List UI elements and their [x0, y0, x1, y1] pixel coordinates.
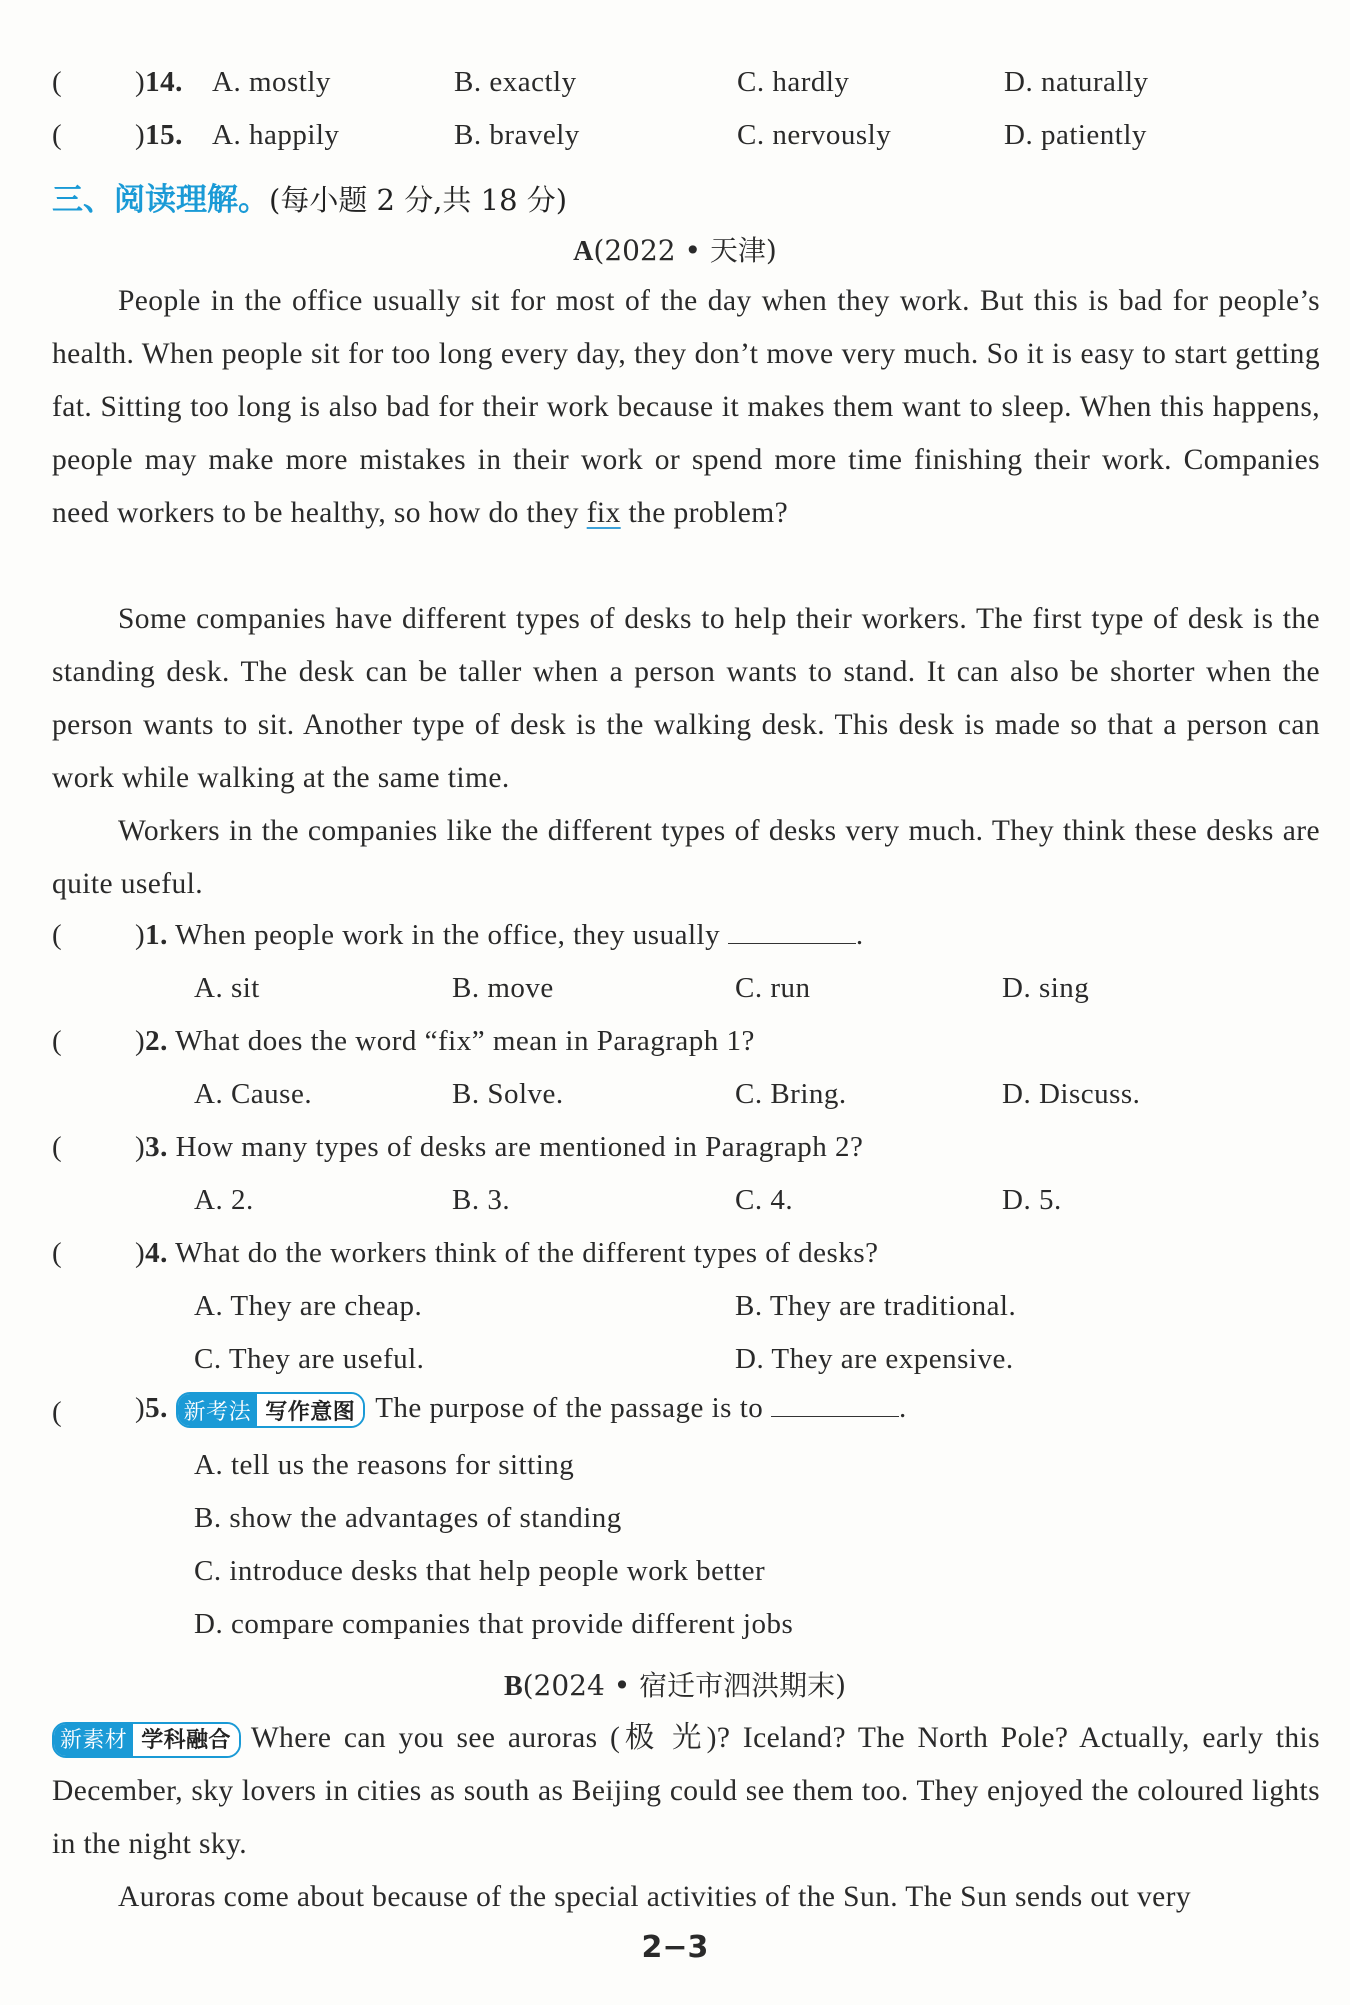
passage-a-paragraph-3: Workers in the companies like the different types of desks very much. They think these desks are quite useful.: [52, 815, 1320, 900]
question-1-option-c[interactable]: C. run: [735, 972, 811, 1004]
paren-open: (: [52, 1237, 63, 1269]
answer-paren-close: ): [135, 66, 146, 98]
question-15-row: [52, 119, 62, 152]
answer-paren-close: ): [135, 919, 146, 951]
section-title: 三、阅读理解。: [52, 182, 269, 218]
paragraph-text: People in the office usually sit for most of the day when they work. But this is bad for people’s health. When people sit for too long every day, they don’t move very much. So it is easy to start getting fat. Sitting too long is also bad for their work because it makes them want to sleep. When this happens, people may make more mistakes in their work or spend more time finishing their work. Companies need workers to be healthy, so how do they: [52, 285, 1320, 529]
answer-paren-close: ): [135, 1392, 146, 1424]
passage-a-paragraph-2: Some companies have different types of desks to help their workers. The first type of desk is the standing desk. The desk can be taller when a person wants to stand. It can also be shorter when the person wants to sit. Another type of desk is the walking desk. This desk is made so that a person can work while walking at the same time.: [52, 603, 1320, 794]
passage-a-source: (2022 • 天津): [593, 234, 777, 267]
question-15-option-c[interactable]: C. nervously: [737, 119, 892, 151]
new-material-badge: [52, 1722, 241, 1758]
answer-paren-close: ): [135, 119, 146, 151]
question-2-option-a[interactable]: A. Cause.: [194, 1078, 313, 1110]
question-number: 3.: [145, 1131, 168, 1163]
question-5-option-a[interactable]: A. tell us the reasons for sitting: [194, 1449, 575, 1481]
question-5-option-b[interactable]: B. show the advantages of standing: [194, 1502, 622, 1534]
question-4-option-c[interactable]: C. They are useful.: [194, 1343, 425, 1375]
question-stem: When people work in the office, they usually: [175, 919, 721, 951]
new-method-badge: [176, 1392, 366, 1428]
passage-b-label: B: [503, 1671, 523, 1702]
passage-a-label: A: [573, 236, 594, 267]
question-number: 2.: [145, 1025, 168, 1057]
question-4: [135, 1237, 879, 1270]
paren-open: (: [52, 919, 63, 951]
question-number: 14.: [145, 66, 183, 98]
question-stem: What do the workers think of the different types of desks?: [175, 1237, 879, 1269]
badge-label: 学科融合: [133, 1724, 239, 1756]
question-number: 15.: [145, 119, 183, 151]
question-5-option-d[interactable]: D. compare companies that provide different jobs: [194, 1608, 794, 1640]
question-stem: The purpose of the passage is to: [375, 1392, 764, 1424]
question-2-option-c[interactable]: C. Bring.: [735, 1078, 847, 1110]
answer-paren-close: ): [135, 1131, 146, 1163]
question-stem: What does the word “fix” mean in Paragraph 1?: [175, 1025, 755, 1057]
question-4-option-b[interactable]: B. They are traditional.: [735, 1290, 1017, 1322]
paragraph-text: Where can you see auroras (极 光)? Iceland? The North Pole? Actually, early this December, sky lovers in cities as south as Beijing could see them too. They enjoyed the coloured lights in the night sky.: [52, 1722, 1320, 1860]
question-1-option-b[interactable]: B. move: [452, 972, 554, 1004]
question-5-option-c[interactable]: C. introduce desks that help people work better: [194, 1555, 766, 1587]
question-3-option-a[interactable]: A. 2.: [194, 1184, 254, 1216]
page-number: 2−3: [641, 1930, 709, 1965]
question-end: .: [899, 1392, 907, 1424]
question-number: 5.: [145, 1392, 168, 1424]
question-4-option-d[interactable]: D. They are expensive.: [735, 1343, 1014, 1375]
passage-b-paragraph-1: [52, 1712, 1320, 1871]
badge-label: 写作意图: [257, 1394, 363, 1426]
question-3-option-c[interactable]: C. 4.: [735, 1184, 794, 1216]
question-14-option-c[interactable]: C. hardly: [737, 66, 850, 98]
passage-b-source: (2024 • 宿迁市泗洪期末): [522, 1669, 847, 1702]
question-2: [135, 1025, 755, 1058]
question-14-option-d[interactable]: D. naturally: [1004, 66, 1149, 98]
question-15-number: [135, 119, 183, 152]
passage-a-heading: [0, 229, 1350, 269]
answer-paren-open: (: [52, 66, 63, 98]
section-note: (每小题 2 分,共 18 分): [269, 183, 568, 217]
answer-blank[interactable]: [728, 921, 856, 944]
paren-open: (: [52, 1396, 63, 1428]
question-14-row: [52, 66, 62, 99]
badge-tag: 新素材: [54, 1724, 133, 1756]
answer-paren-open: (: [52, 119, 63, 151]
question-3-option-b[interactable]: B. 3.: [452, 1184, 511, 1216]
question-number: 1.: [145, 919, 168, 951]
question-3: [135, 1131, 863, 1164]
answer-blank[interactable]: [771, 1394, 899, 1417]
question-14-option-b[interactable]: B. exactly: [454, 66, 577, 98]
question-5: [135, 1392, 907, 1428]
question-4-option-a[interactable]: A. They are cheap.: [194, 1290, 423, 1322]
question-14-number: [135, 66, 183, 99]
question-15-option-a[interactable]: A. happily: [212, 119, 340, 151]
section-heading: [52, 174, 567, 219]
question-2-option-b[interactable]: B. Solve.: [452, 1078, 564, 1110]
badge-tag: 新考法: [178, 1394, 258, 1426]
paren-open: (: [52, 1025, 63, 1057]
passage-b-paragraph-2: Auroras come about because of the special activities of the Sun. The Sun sends out very: [118, 1881, 1192, 1913]
answer-paren-close: ): [135, 1237, 146, 1269]
underlined-word-fix: fix: [586, 497, 621, 529]
answer-paren-close: ): [135, 1025, 146, 1057]
paren-open: (: [52, 1131, 63, 1163]
question-end: .: [855, 919, 864, 951]
question-1-option-a[interactable]: A. sit: [194, 972, 260, 1004]
question-15-option-b[interactable]: B. bravely: [454, 119, 580, 151]
question-number: 4.: [145, 1237, 168, 1269]
question-stem: How many types of desks are mentioned in Paragraph 2?: [175, 1131, 864, 1163]
question-2-option-d[interactable]: D. Discuss.: [1002, 1078, 1141, 1110]
passage-b-heading: [0, 1664, 1350, 1704]
question-14-option-a[interactable]: A. mostly: [212, 66, 331, 98]
question-3-option-d[interactable]: D. 5.: [1002, 1184, 1062, 1216]
question-1-option-d[interactable]: D. sing: [1002, 972, 1090, 1004]
paragraph-text: the problem?: [620, 497, 789, 529]
passage-a-paragraph-1: [52, 275, 1320, 540]
question-1: [135, 919, 864, 952]
question-15-option-d[interactable]: D. patiently: [1004, 119, 1147, 151]
